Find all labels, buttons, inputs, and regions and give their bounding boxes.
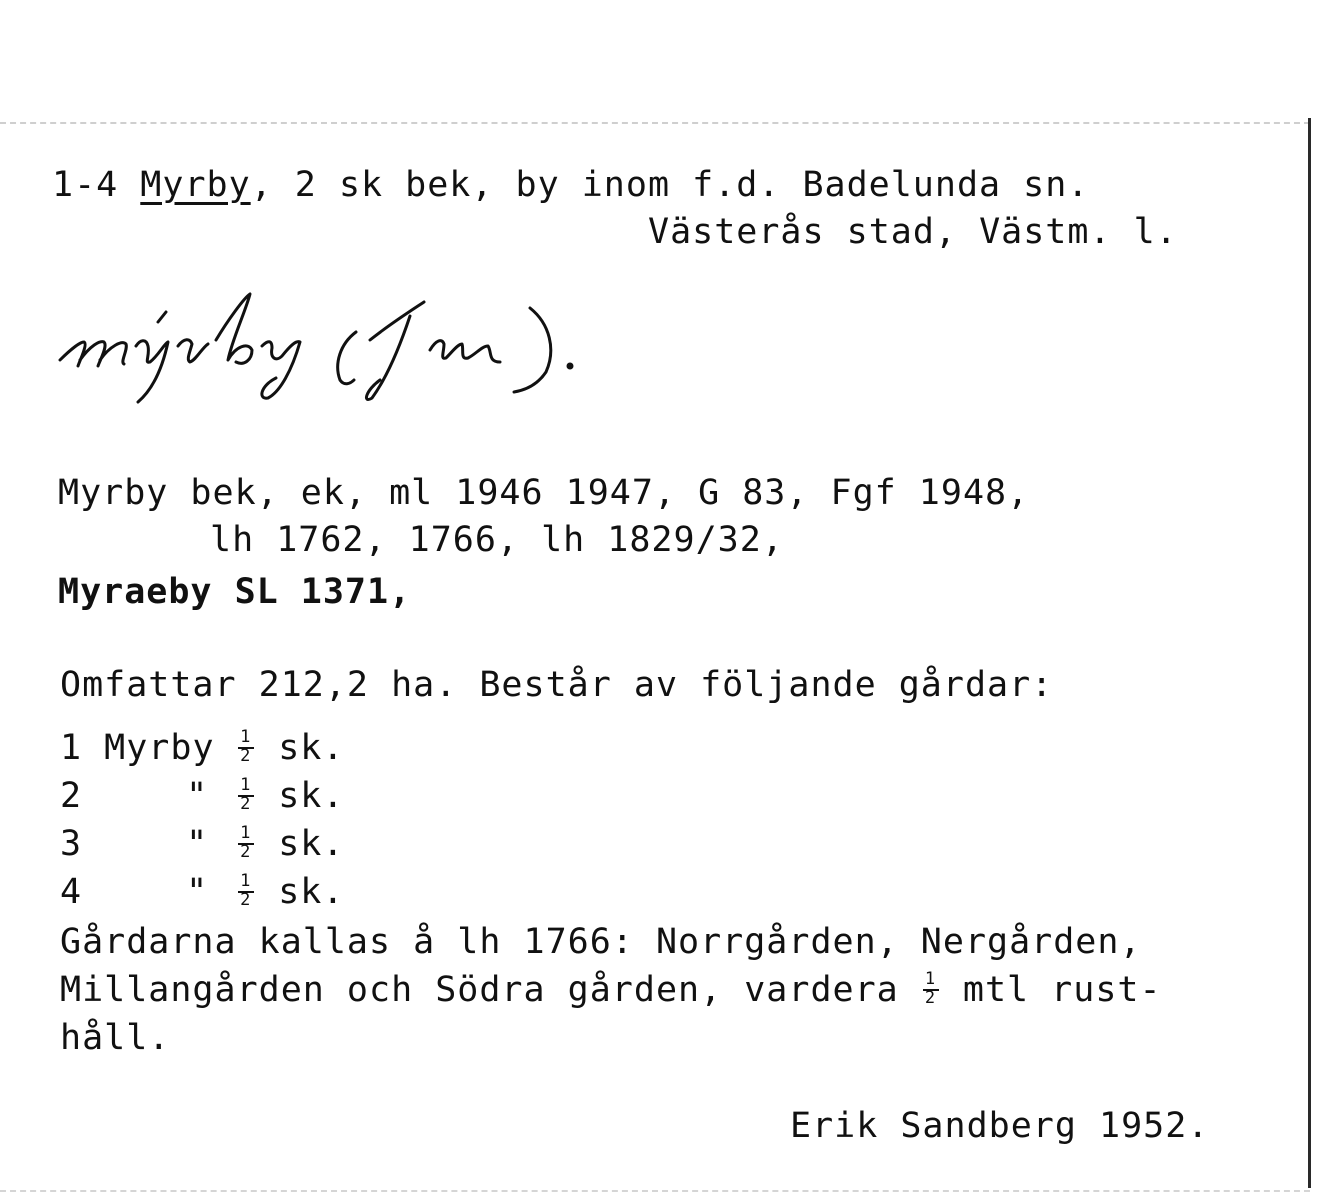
farm-number: 4: [60, 872, 83, 912]
farm-name: ": [186, 824, 209, 864]
names-line-1: Gårdarna kallas å lh 1766: Norrgården, Nergården,: [60, 922, 1142, 962]
farm-unit: sk.: [278, 824, 345, 864]
names-line-3: håll.: [60, 1018, 171, 1058]
sources-line-2: lh 1762, 1766, lh 1829/32,: [210, 520, 784, 560]
sources-line-1: Myrby bek, ek, ml 1946 1947, G 83, Fgf 1948,: [58, 473, 1030, 513]
place-name: Myrby: [140, 165, 251, 205]
farm-row: [60, 872, 344, 912]
names-line-2-suffix: mtl rust-: [940, 970, 1162, 1010]
farm-row: [60, 776, 344, 816]
place-description: , 2 sk bek, by inom f.d. Badelunda sn.: [250, 165, 1090, 205]
fraction-half: $\frac{1}{2}$: [236, 776, 256, 816]
farm-number: 3: [60, 824, 83, 864]
farm-row: [60, 728, 344, 768]
fraction-half: $\frac{1}{2}$: [236, 728, 256, 768]
farm-number: 2: [60, 776, 83, 816]
farm-unit: sk.: [278, 776, 345, 816]
entry-number: 1-4: [52, 165, 119, 205]
card-top-edge: [0, 122, 1310, 124]
farm-unit: sk.: [278, 728, 345, 768]
farms-intro: Omfattar 212,2 ha. Består av följande gårdar:: [60, 665, 1054, 705]
author-signature: Erik Sandberg 1952.: [790, 1106, 1210, 1146]
fraction-half: $\frac{1}{2}$: [236, 824, 256, 864]
farm-unit: sk.: [278, 872, 345, 912]
sources-line-3: Myraeby SL 1371,: [58, 572, 412, 612]
card-bottom-edge: [0, 1190, 1310, 1192]
fraction-half: $\frac{1}{2}$: [921, 970, 941, 1010]
fraction-half: $\frac{1}{2}$: [236, 872, 256, 912]
farm-row: [60, 824, 344, 864]
header-line: [52, 165, 1089, 205]
farm-name: ": [186, 776, 209, 816]
farm-name: ": [186, 872, 209, 912]
handwritten-annotation: [40, 280, 640, 420]
farm-number: 1: [60, 728, 83, 768]
names-line-2-text: Millangården och Södra gården, vardera: [60, 970, 921, 1010]
farm-name: Myrby: [104, 728, 215, 768]
location-line: Västerås stad, Västm. l.: [648, 212, 1178, 252]
names-line-2: [60, 970, 1162, 1010]
card-right-edge: [1308, 118, 1311, 1188]
